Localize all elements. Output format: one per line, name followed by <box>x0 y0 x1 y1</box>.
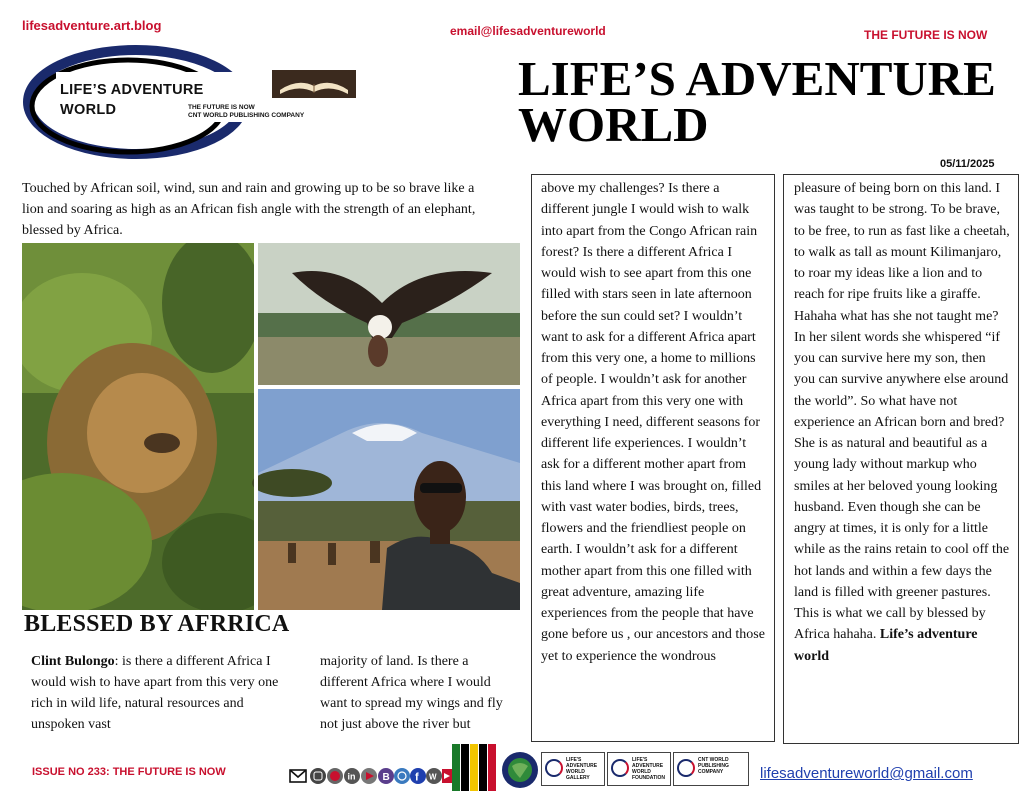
youtube-icon <box>361 768 377 784</box>
svg-text:W: W <box>429 772 437 782</box>
card-logo-icon <box>545 759 563 777</box>
whatsapp-icon <box>394 768 410 784</box>
instagram-icon <box>310 768 326 784</box>
article-headline: BLESSED BY AFRRICA <box>24 611 290 637</box>
globe-badge-icon <box>500 750 540 790</box>
mail-icon <box>290 770 306 782</box>
eagle-photo <box>258 243 520 385</box>
article-column-3: above my challenges? Is there a different jungle I would wish to walk into apart from the Congo African rain forest? Is there a different Africa I would wish to see apart from this one filled with stars seen in late afternoon before the sun could set? I wouldn’t want to ask for a different Africa apart from this very one, a home to millions of people. I wouldn’t ask for another Africa apart from this very one with everything I need, different seasons for different life experiences. I wouldn’t ask for a different mother apart from this land where I was brought on, filled with vast water bodies, birds, trees, flowers and the friendliest people on earth. I wouldn’t ask for a different mother apart from this one filled with great adventure, amazing life experiences from the people that have gone before us , our ancestors and those yet to experience the wondrous <box>531 174 775 742</box>
masthead-title: LIFE’S ADVENTURE WORLD <box>518 51 996 152</box>
facebook-icon <box>410 768 426 784</box>
svg-text:B: B <box>382 772 390 783</box>
youtube-play-icon <box>442 769 452 783</box>
wordpress-icon <box>426 768 442 784</box>
intro-paragraph: Touched by African soil, wind, sun and rain and growing up to be so brave like a lion and soaring as high as an African fish angle with the strength of an elephant, blessed by Africa. <box>22 181 476 238</box>
author-name: Clint Bulongo <box>31 654 115 669</box>
pinterest-icon <box>327 768 343 784</box>
open-book-icon <box>272 70 356 98</box>
article-column-4 <box>783 174 1019 744</box>
article-column-2: majority of land. Is there a different Africa where I would want to spread my wings and fly not just above the river but <box>320 654 503 732</box>
issue-date: 05/11/2025 <box>940 158 995 170</box>
blogger-icon <box>378 768 394 784</box>
linkedin-icon <box>344 768 360 784</box>
footer-card-foundation[interactable]: LIFE'S ADVENTURE WORLD FOUNDATION <box>607 752 671 786</box>
header-tagline: THE FUTURE IS NOW <box>864 28 988 42</box>
footer-card-publishing[interactable]: CNT WORLD PUBLISHING COMPANY <box>673 752 749 786</box>
article-column-1 <box>31 651 293 735</box>
footer-email-link[interactable]: lifesadventureworld@gmail.com <box>760 765 973 782</box>
svg-text:f: f <box>415 771 419 784</box>
lion-photo <box>22 243 282 610</box>
card-logo-icon <box>611 759 629 777</box>
logo-subtitle: THE FUTURE IS NOW CNT WORLD PUBLISHING COMPANY <box>188 104 305 119</box>
card-logo-icon <box>677 759 695 777</box>
logo-title: LIFE’S ADVENTURE WORLD <box>60 82 204 118</box>
column-1-text: : is there a different Africa I would wish to have apart from this very one rich in wild life, natural resources and unspoken vast <box>31 654 279 732</box>
svg-text:in: in <box>347 771 356 782</box>
social-icons-bar <box>288 764 452 788</box>
site-url[interactable]: lifesadventure.art.blog <box>22 18 162 33</box>
header-email[interactable]: email@lifesadventureworld <box>450 24 606 38</box>
column-4-text: pleasure of being born on this land. I was taught to be strong. To be brave, to be free, to run as fast like a cheetah, to walk as tall as mount Kilimanjaro, to roar my ideas like a lion and to reach for ripe fruits like a giraffe. Hahaha what has she not taught me? In her silent words she whispered “if you can survive here my son, then you can survive anywhere else around the world”. So what have not experience an African born and bred? She is as natural and beautiful as a young lady without markup who smiles at her beloved young looking husband. Even though she can be angry at times, it is only for a little while as the rains retain to cool off the hot lands and within a few days the land is filled with greener pastures. This is what we call by blessed by Africa hahaha. <box>794 181 1010 643</box>
footer-card-gallery[interactable]: LIFE'S ADVENTURE WORLD GALLERY <box>541 752 605 786</box>
signoff: Life’s adventure world <box>794 627 978 664</box>
issue-number: ISSUE NO 233: THE FUTURE IS NOW <box>32 766 226 778</box>
flag-stripes-icon <box>452 744 498 791</box>
photo-collage <box>22 243 520 610</box>
